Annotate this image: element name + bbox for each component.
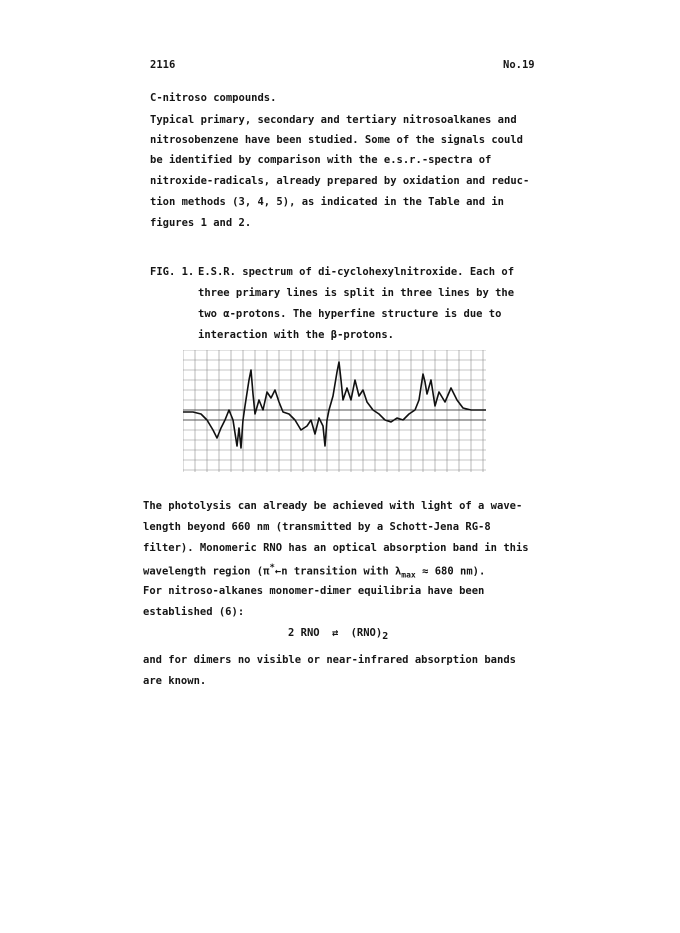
equation-right: (RNO) <box>350 627 383 639</box>
lambda-subscript: max <box>401 570 416 580</box>
paragraph-line: tion methods (3, 4, 5), as indicated in the Table and in <box>150 196 505 208</box>
page-number: 2116 <box>150 59 176 71</box>
paragraph-line: C-nitroso compounds. <box>150 92 277 104</box>
equation <box>288 627 388 642</box>
paragraph-line: filter). Monomeric RNO has an optical absorption band in this <box>143 542 529 554</box>
equation-left: 2 RNO <box>288 627 320 639</box>
paragraph-line: For nitroso-alkanes monomer-dimer equilibria have been <box>143 585 485 597</box>
spectrum-trace <box>183 362 486 448</box>
paragraph-line: figures 1 and 2. <box>150 217 252 229</box>
equation-subscript: 2 <box>382 631 389 642</box>
paragraph-line-formula <box>143 563 485 580</box>
text-run: wavelength region (π <box>143 565 270 578</box>
figure-label: FIG. 1. <box>150 266 195 278</box>
star-superscript: * <box>269 563 275 573</box>
paragraph-line: Typical primary, secondary and tertiary nitrosoalkanes and <box>150 114 517 126</box>
equilibrium-arrow-icon: ⇄ <box>331 627 339 639</box>
text-run: n transition with λ <box>281 565 402 578</box>
figure-caption-line: three primary lines is split in three lines by the <box>198 287 515 299</box>
paragraph-line: established (6): <box>143 606 245 618</box>
journal-issue: No.19 <box>503 59 535 71</box>
figure-caption-line: interaction with the β-protons. <box>198 329 394 341</box>
paragraph-line: be identified by comparison with the e.s.r.-spectra of <box>150 154 492 166</box>
paragraph-line: nitroxide-radicals, already prepared by oxidation and reduc- <box>150 175 530 187</box>
paragraph-line: and for dimers no visible or near-infrared absorption bands <box>143 654 516 666</box>
paragraph-line: The photolysis can already be achieved with light of a wave- <box>143 500 523 512</box>
text-run: ≈ 680 nm). <box>415 565 486 578</box>
paragraph-line: nitrosobenzene have been studied. Some of the signals could <box>150 134 523 146</box>
arrow-symbol: ← <box>274 565 282 578</box>
paragraph-line: length beyond 660 nm (transmitted by a Schott-Jena RG-8 <box>143 521 491 533</box>
figure-caption-line: two α-protons. The hyperfine structure is due to <box>198 308 502 320</box>
figure-caption-line: E.S.R. spectrum of di-cyclohexylnitroxide. Each of <box>198 266 515 278</box>
esr-spectrum-figure <box>183 350 486 472</box>
paragraph-line: are known. <box>143 675 207 687</box>
